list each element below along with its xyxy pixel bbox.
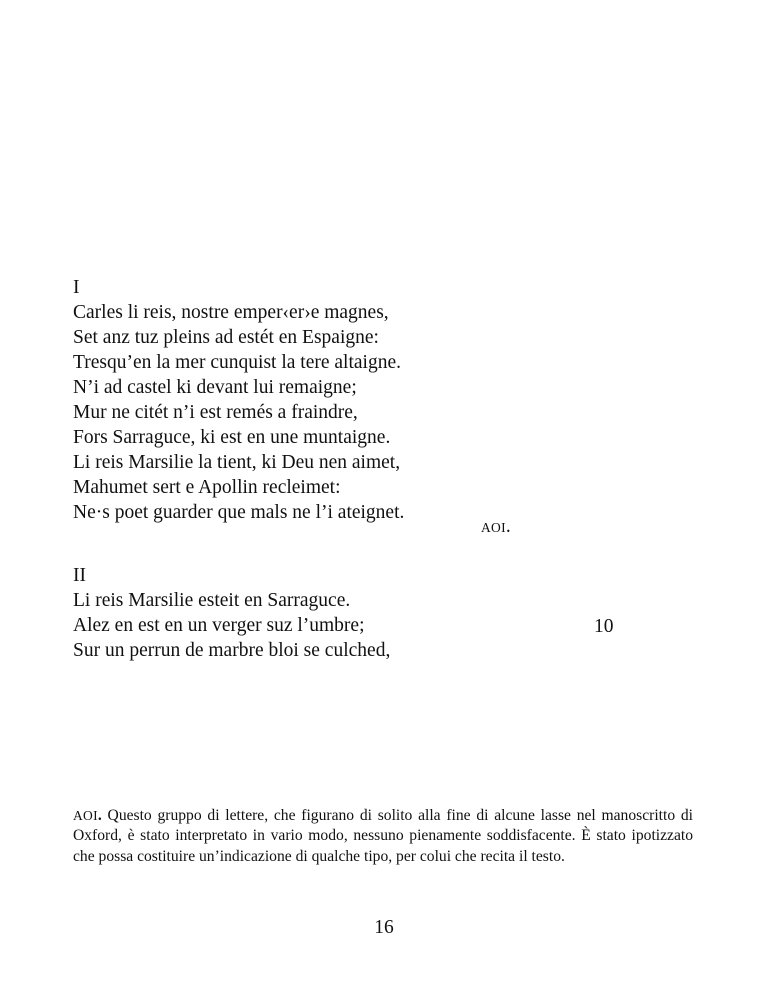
verse-line: Li reis Marsilie la tient, ki Deu nen aimet, — [73, 452, 401, 473]
verse-line: Set anz tuz pleins ad estét en Espaigne: — [73, 327, 379, 348]
verse-line: Carles li reis, nostre emper‹er›e magnes, — [73, 302, 389, 323]
verse-line: N’i ad castel ki devant lui remaigne; — [73, 377, 357, 398]
verse-line: Sur un perrun de marbre bloi se culched, — [73, 640, 391, 661]
verse-line: Tresqu’en la mer cunquist la tere altaigne. — [73, 352, 401, 373]
stanza-numeral: II — [73, 565, 86, 586]
verse-line: Mahumet sert e Apollin recleimet: — [73, 477, 341, 498]
aoi-mark — [481, 514, 511, 540]
footnote-term-punct: . — [97, 807, 102, 824]
stanza-1 — [73, 275, 404, 525]
verse-line: Fors Sarraguce, ki est en une muntaigne. — [73, 427, 391, 448]
stanza-numeral: I — [73, 277, 80, 298]
footnote — [73, 806, 693, 867]
footnote-text: Questo gruppo di lettere, che figurano di solito alla fine di alcune lasse nel manoscritto di Oxford, è stato interpretato in vario modo, nessuno pienamente soddisfacente. È stato ipotizzato che possa costituire un’indicazione di qualche tipo, per colui che recita il testo. — [73, 807, 693, 865]
verse-line: Alez en est en un verger suz l’umbre; — [73, 615, 365, 636]
footnote-term: AOI — [73, 808, 98, 823]
page-number: 16 — [374, 917, 394, 938]
aoi-mark-text: AOI — [481, 520, 506, 535]
line-number: 10 — [594, 616, 614, 637]
verse-line: Li reis Marsilie esteit en Sarraguce. — [73, 590, 351, 611]
aoi-mark-punct: . — [505, 516, 511, 537]
stanza-2 — [73, 563, 390, 663]
verse-line: Mur ne citét n’i est remés a fraindre, — [73, 402, 358, 423]
verse-line: Ne·s poet guarder que mals ne l’i ateignet. — [73, 502, 405, 523]
